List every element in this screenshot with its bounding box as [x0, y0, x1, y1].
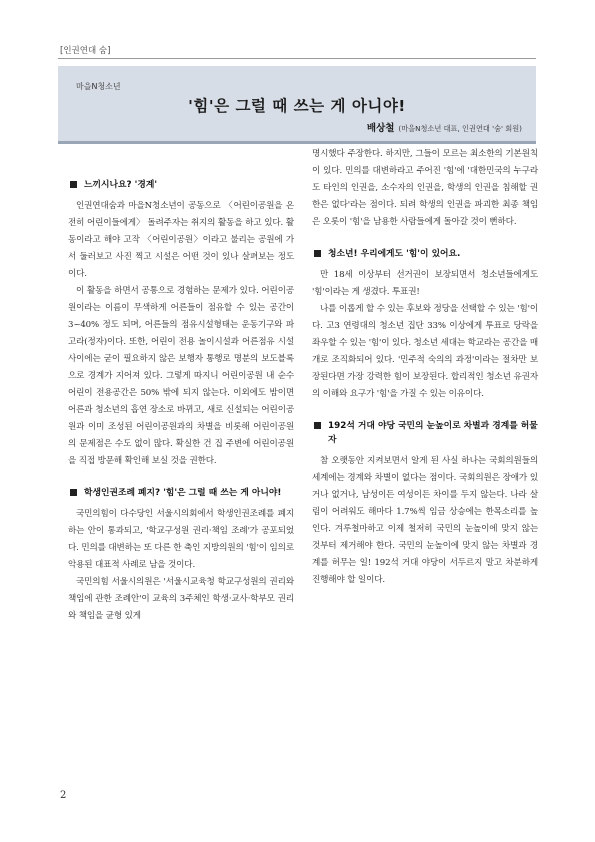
header-label: [인권연대 숨]: [60, 46, 111, 56]
left-column: [68, 178, 294, 625]
byline: [367, 120, 522, 134]
paragraph: 명시했다 주장한다. 하지만, 그들이 모르는 최소한의 기본원칙이 있다. 민의를 대변하라고 주어진 '힘'에 '대한민국의 누구라도 타인의 인권을, 소수자의 인권을, 학생의 인권을 침해할 권한은 없다'라는 점이다. 되려 학생의 인권을 파괴한 최종 책임은 오롯이 '힘'을 남용한 사람들에게 돌아갈 것이 뻔하다.: [312, 149, 538, 227]
paragraph: 인권연대숨과 마을N청소년이 공동으로 〈어린이공원을 온전히 어린이들에게〉 돌려주자는 취지의 활동을 하고 있다. 활동이라고 해야 고작 〈어린이공원〉이라고 불리는 공원에 가서 둘러보고 사진 찍고 시설은 어떤 것이 있나 살펴보는 정도이다.: [68, 201, 294, 279]
section-heading-boundary: 느끼시나요? '경계': [68, 178, 294, 192]
paragraph: 이 활동을 하면서 공통으로 경험하는 문제가 있다. 어린이공원이라는 이름이 무색하게 어른들이 점유할 수 있는 공간이 3~40% 정도 되며, 어른들의 점유시설형태는 운동기구와 파고라(정자)이다. 또한, 어린이 전용 놀이시설과 어른점유 시설 사이에는 굳이 필요하지 않은 보행자 통행로 명분의 보도블록으로 경계가 지어져 있다. 그렇게 따지니 어린이공원 내 순수 어린이 전용공간은 50% 밖에 되지 않는다. 이외에도 밤이면 어른과 청소년의 흡연 장소로 바뀌고, 새로 신설되는 어린이공원과 이미 조성된 어린이공원과의 차별을 비롯해 어린이공원의 문제점은 수도 없이 많다. 확실한 건 집 주변에 어린이공원을 직접 방문해 확인해 보실 것을 권한다.: [68, 286, 294, 466]
section-heading-student-rights: 학생인권조례 폐지? '힘'은 그럴 때 쓰는 게 아니야!: [68, 486, 294, 500]
section-heading-opposition: 192석 거대 야당 국민의 눈높이로 차별과 경계를 허물자: [312, 419, 538, 447]
header-rule: [58, 58, 536, 59]
paragraph: 국민의힘 서울시의원은 '서울시교육청 학교구성원의 권리와 책임에 관한 조례안'이 교육의 3주체인 학생·교사·학부모 권리와 책임을 균형 있게: [68, 577, 294, 621]
title-box: [58, 66, 536, 144]
paragraph: 국민의힘이 다수당인 서울시의회에서 학생인권조례를 폐지하는 안이 통과되고, '학교구성원 권리·책임 조례'가 공포되었다. 민의를 대변하는 또 다른 한 축인 지방의원의 '힘'이 임의로 악용된 대표적 사례로 남을 것이다.: [68, 509, 294, 570]
article-title: '힘'은 그럴 때 쓰는 게 아니야!: [188, 97, 406, 115]
right-column: [312, 146, 538, 589]
paragraph: 만 18세 이상부터 선거권이 보장되면서 청소년들에게도 '힘'이라는 게 생겼다. 투표권!: [312, 270, 538, 297]
author-name: 배상철: [366, 123, 395, 134]
paragraph: 나를 이롭게 할 수 있는 후보와 정당을 선택할 수 있는 '힘'이다. 고3 연령대의 청소년 집단 33% 이상에게 투표로 당락을 좌우할 수 있는 '힘'이 있다. 청소년 세대는 학교라는 공간을 매개로 조직화되어 있다. '민주적 숙의의 과정'이라는 절차만 보장된다면 가장 강력한 힘이 보장된다. 합리적인 청소년 유권자의 이해와 요구가 '힘'을 가질 수 있는 이유이다.: [312, 304, 538, 399]
kicker: 마을N청소년: [76, 82, 121, 91]
section-heading-youth-power: 청소년! 우리에게도 '힘'이 있어요.: [312, 247, 538, 261]
paragraph: 참 오랫동안 지켜보면서 알게 된 사실 하나는 국회의원들의 세계에는 경계와 차별이 없다는 점이다. 국회의원은 장애가 있거나 없거나, 남성이든 여성이든 차이를 두지 않는다. 나라 살림이 어려워도 해마다 1.7%씩 임금 상승에는 한목소리를 높인다. 겨루철마하고 이제 철저히 국민의 눈높이에 맞지 않는 것부터 제거해야 한다. 국민의 눈높이에 맞지 않는 차별과 경계를 허무는 일! 192석 거대 야당이 서두르지 말고 차분하게 진행해야 할 일이다.: [312, 456, 538, 585]
author-role: (마을N청소년 대표, 인권연대 '숨' 회원): [398, 124, 522, 133]
page-number: 2: [60, 790, 67, 801]
